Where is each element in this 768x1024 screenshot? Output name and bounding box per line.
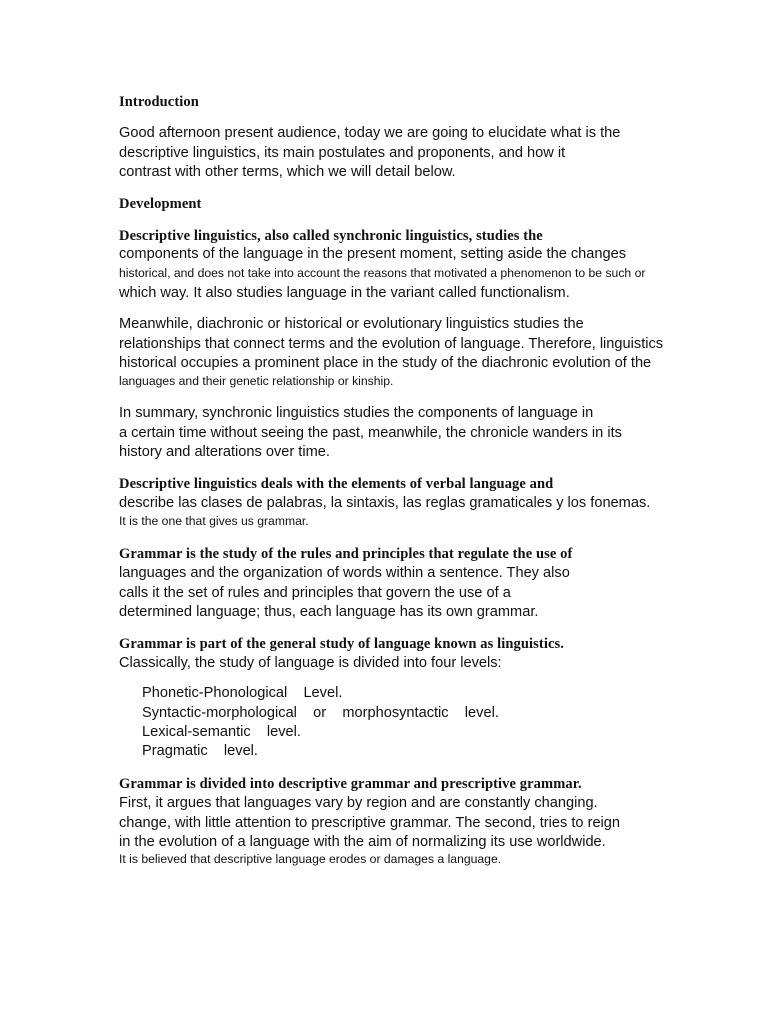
heading-introduction: Introduction <box>119 94 199 110</box>
text-line: history and alterations over time. <box>119 444 330 460</box>
bold-lead-line: Descriptive linguistics, also called synchronic linguistics, studies the <box>119 228 543 244</box>
paragraph-diachronic-small <box>119 374 393 388</box>
text-line: historical, and does not take into account the reasons that motivated a phenomenon to be such or <box>119 266 646 280</box>
text-line: determined language; thus, each language has its own grammar. <box>119 604 539 620</box>
heading-development: Development <box>119 196 202 212</box>
text-line: change, with little attention to prescriptive grammar. The second, tries to reign <box>119 814 621 831</box>
paragraph-divided-small <box>119 852 501 866</box>
text-line: contrast with other terms, which we will detail below. <box>119 164 456 180</box>
paragraph-divided-body <box>119 794 620 853</box>
text-line: relationships that connect terms and the evolution of language. Therefore, linguistics <box>119 335 664 352</box>
paragraph-synchronic-body <box>119 245 626 265</box>
list-item: Pragmatic level. <box>142 743 258 759</box>
text-line: languages and their genetic relationship or kinship. <box>119 374 394 388</box>
text-line: a certain time without seeing the past, meanwhile, the chronicle wanders in its <box>119 424 622 441</box>
list-item: Syntactic-morphological or morphosyntactic level. <box>142 705 499 721</box>
text-line: Good afternoon present audience, today we are going to elucidate what is the <box>119 125 621 141</box>
text-line: calls it the set of rules and principles that govern the use of a <box>119 584 511 601</box>
text-line: descriptive linguistics, its main postulates and proponents, and how it <box>119 144 566 161</box>
text-line: Meanwhile, diachronic or historical or evolutionary linguistics studies the <box>119 316 584 332</box>
paragraph-levels-body <box>119 654 502 674</box>
text-line: languages and the organization of words within a sentence. They also <box>119 565 570 581</box>
paragraph-levels-bold: Grammar is part of the general study of language known as linguistics. <box>119 636 564 652</box>
paragraph-verbal-bold: Descriptive linguistics deals with the elements of verbal language and <box>119 476 554 492</box>
text-line: in the evolution of a language with the aim of normalizing its use worldwide. <box>119 834 606 850</box>
list-item: Lexical-semantic level. <box>142 724 301 740</box>
text-line: First, it argues that languages vary by region and are constantly changing. <box>119 795 598 811</box>
list-item: Phonetic-Phonological Level. <box>142 685 343 701</box>
paragraph-synchronic-end <box>119 284 570 304</box>
paragraph-verbal-body <box>119 494 650 514</box>
paragraph-divided-bold: Grammar is divided into descriptive grammar and prescriptive grammar. <box>119 776 582 792</box>
text-line: describe las clases de palabras, la sintaxis, las reglas gramaticales y los fonemas. <box>119 495 651 511</box>
paragraph-diachronic <box>119 315 663 374</box>
intro-paragraph <box>119 124 620 183</box>
text-line: It is the one that gives us grammar. <box>119 514 309 528</box>
paragraph-grammar-body <box>119 564 570 623</box>
text-line: In summary, synchronic linguistics studies the components of language in <box>119 405 594 421</box>
text-line: which way. It also studies language in the variant called functionalism. <box>119 285 570 301</box>
text-line: Classically, the study of language is divided into four levels: <box>119 655 502 671</box>
paragraph-synchronic-small <box>119 266 645 280</box>
paragraph-grammar-bold: Grammar is the study of the rules and principles that regulate the use of <box>119 546 573 562</box>
text-line: historical occupies a prominent place in the study of the diachronic evolution of the <box>119 355 652 371</box>
paragraph-verbal-small <box>119 514 309 528</box>
paragraph-summary <box>119 404 622 463</box>
text-line: It is believed that descriptive language erodes or damages a language. <box>119 852 502 866</box>
paragraph-synchronic <box>119 228 543 245</box>
text-line: components of the language in the present moment, setting aside the changes <box>119 246 627 262</box>
